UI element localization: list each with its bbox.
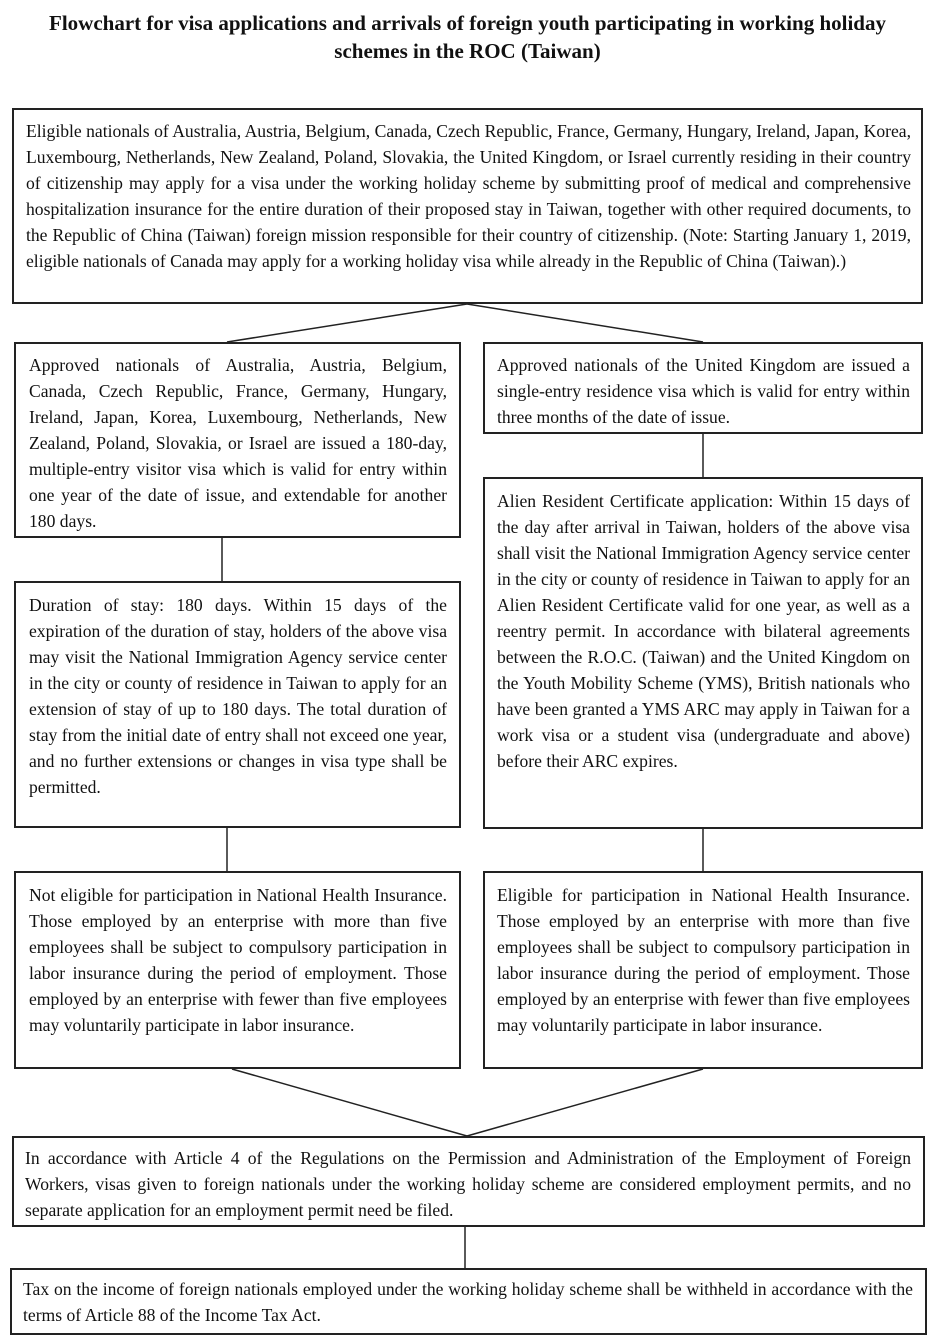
eligibility-box: Eligible nationals of Australia, Austria, Belgium, Canada, Czech Republic, France, Germany, Hungary, Ireland, Japan, Korea, Luxembourg, Netherlands, New Zealand, Poland, Slovakia, the United Kingdom, or Israel currently residing in their country of citizenship may apply for a visa under the working holiday scheme by submitting proof of medical and comprehensive hospitalization insurance for the entire duration of their proposed stay in Taiwan, together with other required documents, to the Republic of China (Taiwan) foreign mission responsible for their country of citizenship. (Note: Starting January 1, 2019, eligible nationals of Canada may apply for a working holiday visa while already in the Republic of China (Taiwan).) xyxy=(12,108,923,304)
arc-application-box: Alien Resident Certificate application: Within 15 days of the day after arrival in Taiwan, holders of the above visa shall visit the National Immigration Agency service center in the city or county of residence in Taiwan to apply for an Alien Resident Certificate valid for one year, as well as a reentry permit. In accordance with bilateral agreements between the R.O.C. (Taiwan) and the United Kingdom on the Youth Mobility Scheme (YMS), British nationals who have been granted a YMS ARC may apply in Taiwan for a work visa or a student visa (undergraduate and above) before their ARC expires. xyxy=(483,477,923,829)
connector-eligibility-to-uk-visa xyxy=(467,304,703,342)
duration-of-stay-box: Duration of stay: 180 days. Within 15 days of the expiration of the duration of stay, holders of the above visa may visit the National Immigration Agency service center in the city or county of residence in Taiwan to apply for an extension of stay of up to 180 days. The total duration of stay from the initial date of entry shall not exceed one year, and no further extensions or changes in visa type shall be permitted. xyxy=(14,581,461,828)
eligible-nhi-box: Eligible for participation in National Health Insurance. Those employed by an enterprise with more than five employees shall be subject to compulsory participation in labor insurance during the period of employment. Those employed by an enterprise with fewer than five employees may voluntarily participate in labor insurance. xyxy=(483,871,923,1069)
not-eligible-nhi-box: Not eligible for participation in National Health Insurance. Those employed by an enterprise with more than five employees shall be subject to compulsory participation in labor insurance during the period of employment. Those employed by an enterprise with fewer than five employees may voluntarily participate in labor insurance. xyxy=(14,871,461,1069)
employment-permit-box: In accordance with Article 4 of the Regulations on the Permission and Administration of the Employment of Foreign Workers, visas given to foreign nationals under the working holiday scheme are considered employment permits, and no separate application for an employment permit need be filed. xyxy=(12,1136,925,1227)
visitor-visa-box: Approved nationals of Australia, Austria, Belgium, Canada, Czech Republic, France, Germany, Hungary, Ireland, Japan, Korea, Luxembourg, Netherlands, New Zealand, Poland, Slovakia, or Israel are issued a 180-day, multiple-entry visitor visa which is valid for entry within one year of the date of issue, and extendable for another 180 days. xyxy=(14,342,461,538)
connector-eligibility-to-visitor-visa xyxy=(227,304,467,342)
uk-residence-visa-box: Approved nationals of the United Kingdom are issued a single-entry residence visa which is valid for entry within three months of the date of issue. xyxy=(483,342,923,434)
flowchart-title: Flowchart for visa applications and arrivals of foreign youth participating in working holiday schemes in the ROC (Taiwan) xyxy=(49,11,886,63)
connector-eligible-nhi-to-employment xyxy=(467,1069,703,1136)
income-tax-box: Tax on the income of foreign nationals employed under the working holiday scheme shall be withheld in accordance with the terms of Article 88 of the Income Tax Act. xyxy=(10,1268,927,1335)
connector-not-eligible-nhi-to-employment xyxy=(232,1069,467,1136)
